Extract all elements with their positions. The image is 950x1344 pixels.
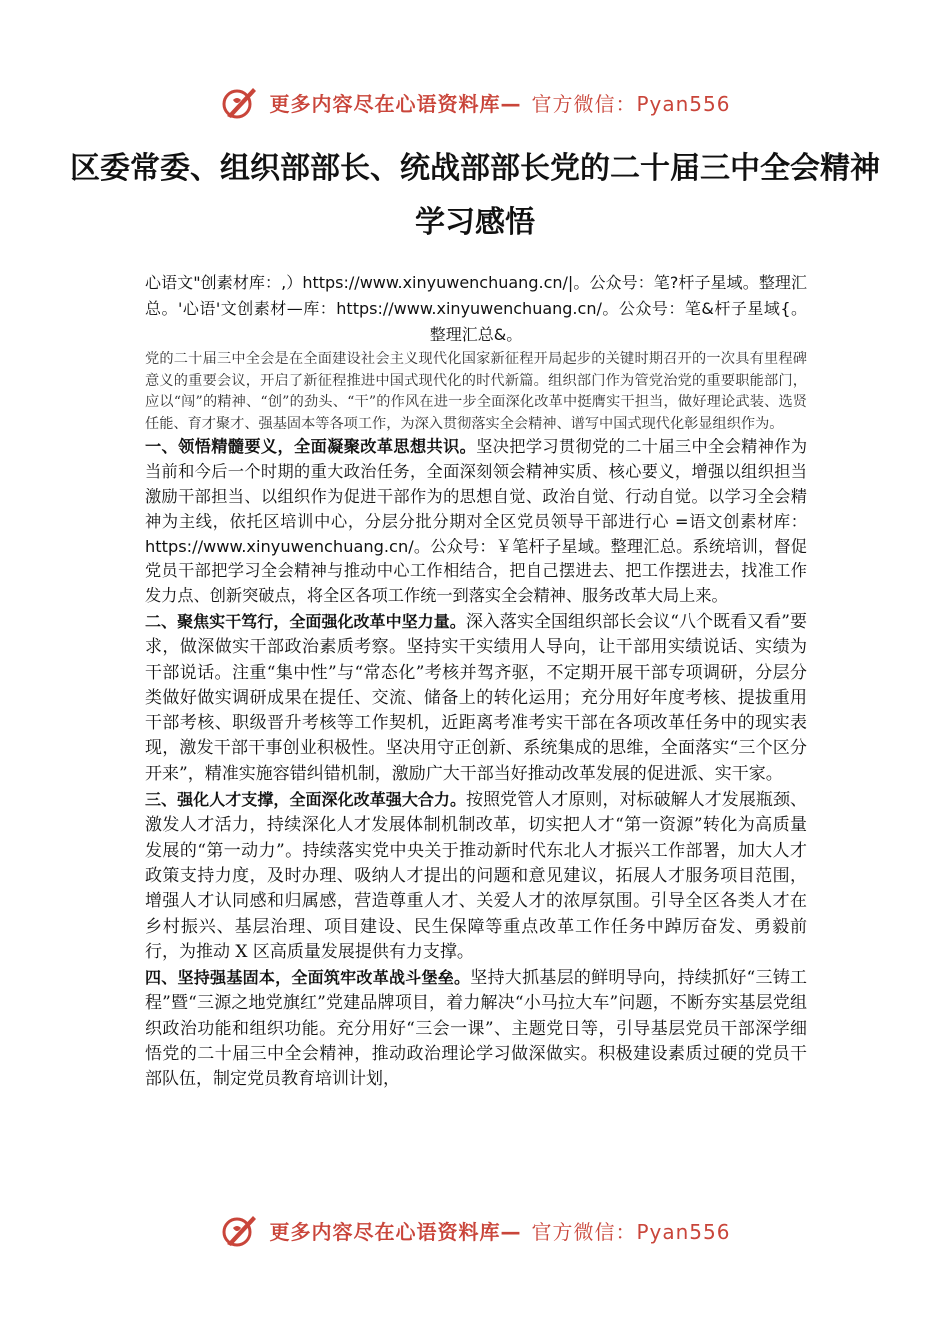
section-body: 深入落实全国组织部长会议“八个既看又看”要求，做深做实干部政治素质考察。坚持实干实绩用人导向，让干部用实绩说话、实绩为干部说话。注重“集中性”与“常态化”考核并驾齐驱，不定期开展干部专项调研，分层分类做好做实调研成果在提任、交流、储备上的转化运用；充分用好年度考核、提拔重用干部考核、职级晋升考核等工作契机，近距离考准考实干部在各项改革任务中的现实表现，激发干部干事创业积极性。坚决用守正创新、系统集成的思维，全面落实“三个区分开来”，精准实施容错纠错机制，激励广大干部当好推动改革发展的促进派、实干家。	[145, 611, 807, 784]
banner-text: 更多内容尽在心语资料库—	[269, 1219, 522, 1244]
section-body: 按照党管人才原则，对标破解人才发展瓶颈、激发人才活力，持续深化人才发展体制机制改革，切实把人才“第一资源”转化为高质量发展的“第一动力”。持续落实党中央关于推动新时代东北人才振兴工作部署，加大人才政策支持力度，及时办理、吸纳人才提出的问题和意见建议，拓展人才服务项目范围，增强人才认同感和归属感，营造尊重人才、关爱人才的浓厚氛围。引导全区各类人才在乡村振兴、基层治理、项目建设、民生保障等重点改革工作任务中踔厉奋发、勇毅前行，为推动 X 区高质量发展提供有力支撑。	[145, 790, 807, 962]
header-banner	[0, 80, 950, 124]
source-note: 心语文"创素材库：,）https://www.xinyuwenchuang.cn/|。公众号：笔?杆子星域。整理汇总。'心语'文创素材—库：https://www.xinyuwenchuang.cn/。公众号：笔&杆子星域{。整理汇总&。	[145, 273, 807, 344]
section-body: 坚决把学习贯彻党的二十届三中全会精神作为当前和今后一个时期的重大政治任务，全面深刻领会精神实质、核心要义，增强以组织担当激励干部担当、以组织作为促进干部作为的思想自觉、政治自觉、行动自觉。以学习全会精神为主线，依托区培训中心，分层分批分期对全区党员领导干部进行心 =语文创素材库：https://www.xinyuwenchuang.cn/。公众号：￥笔杆子星域。整理汇总。系统培训，督促党员干部把学习全会精神与推动中心工作相结合，把自己摆进去、把工作摆进去，找准工作发力点、创新突破点，将全区各项工作统一到落实全会精神、服务改革大局上来。	[145, 437, 808, 606]
pen-logo-icon	[219, 82, 259, 122]
section-3	[145, 787, 807, 965]
section-4	[145, 965, 807, 1092]
page-title: 区委常委、组织部部长、统战部部长党的二十届三中全会精神学习感悟	[70, 151, 880, 240]
section-2	[145, 609, 807, 787]
section-heading: 一、领悟精髓要义，全面凝聚改革思想共识。	[145, 437, 477, 457]
section-heading: 二、聚焦实干笃行，全面强化改革中坚力量。	[145, 611, 466, 631]
intro-paragraph: 党的二十届三中全会是在全面建设社会主义现代化国家新征程开局起步的关键时期召开的一次具有里程碑意义的重要会议，开启了新征程推进中国式现代化的时代新篇。组织部门作为管党治党的重要职能部门，应以“闯”的精神、“创”的劲头、“干”的作风在进一步全面深化改革中挺膺实干担当，做好理论武装、选贤任能、育才聚才、强基固本等各项工作，为深入贯彻落实全会精神、谱写中国式现代化彰显组织作为。	[145, 351, 807, 432]
pen-logo-icon	[219, 1210, 259, 1250]
banner-text: 更多内容尽在心语资料库—	[269, 91, 522, 116]
banner-wechat: 官方微信：Pyan556	[531, 91, 731, 116]
section-body: 坚持大抓基层的鲜明导向，持续抓好“三铸工程”暨“三源之地党旗红”党建品牌项目，着力解决“小马拉大车”问题，不断夯实基层党组织政治功能和组织功能。充分用好“三会一课”、主题党日等，引导基层党员干部深学细悟党的二十届三中全会精神，推动政治理论学习做深做实。积极建设素质过硬的党员干部队伍，制定党员教育培训计划，	[145, 968, 807, 1090]
document-body	[145, 270, 807, 1093]
section-heading: 三、强化人才支撑，全面深化改革强大合力。	[145, 790, 467, 810]
banner-wechat: 官方微信：Pyan556	[531, 1219, 731, 1244]
section-heading: 四、坚持强基固本，全面筑牢改革战斗堡垒。	[145, 968, 471, 988]
footer-banner	[0, 1208, 950, 1252]
section-1	[145, 435, 807, 609]
